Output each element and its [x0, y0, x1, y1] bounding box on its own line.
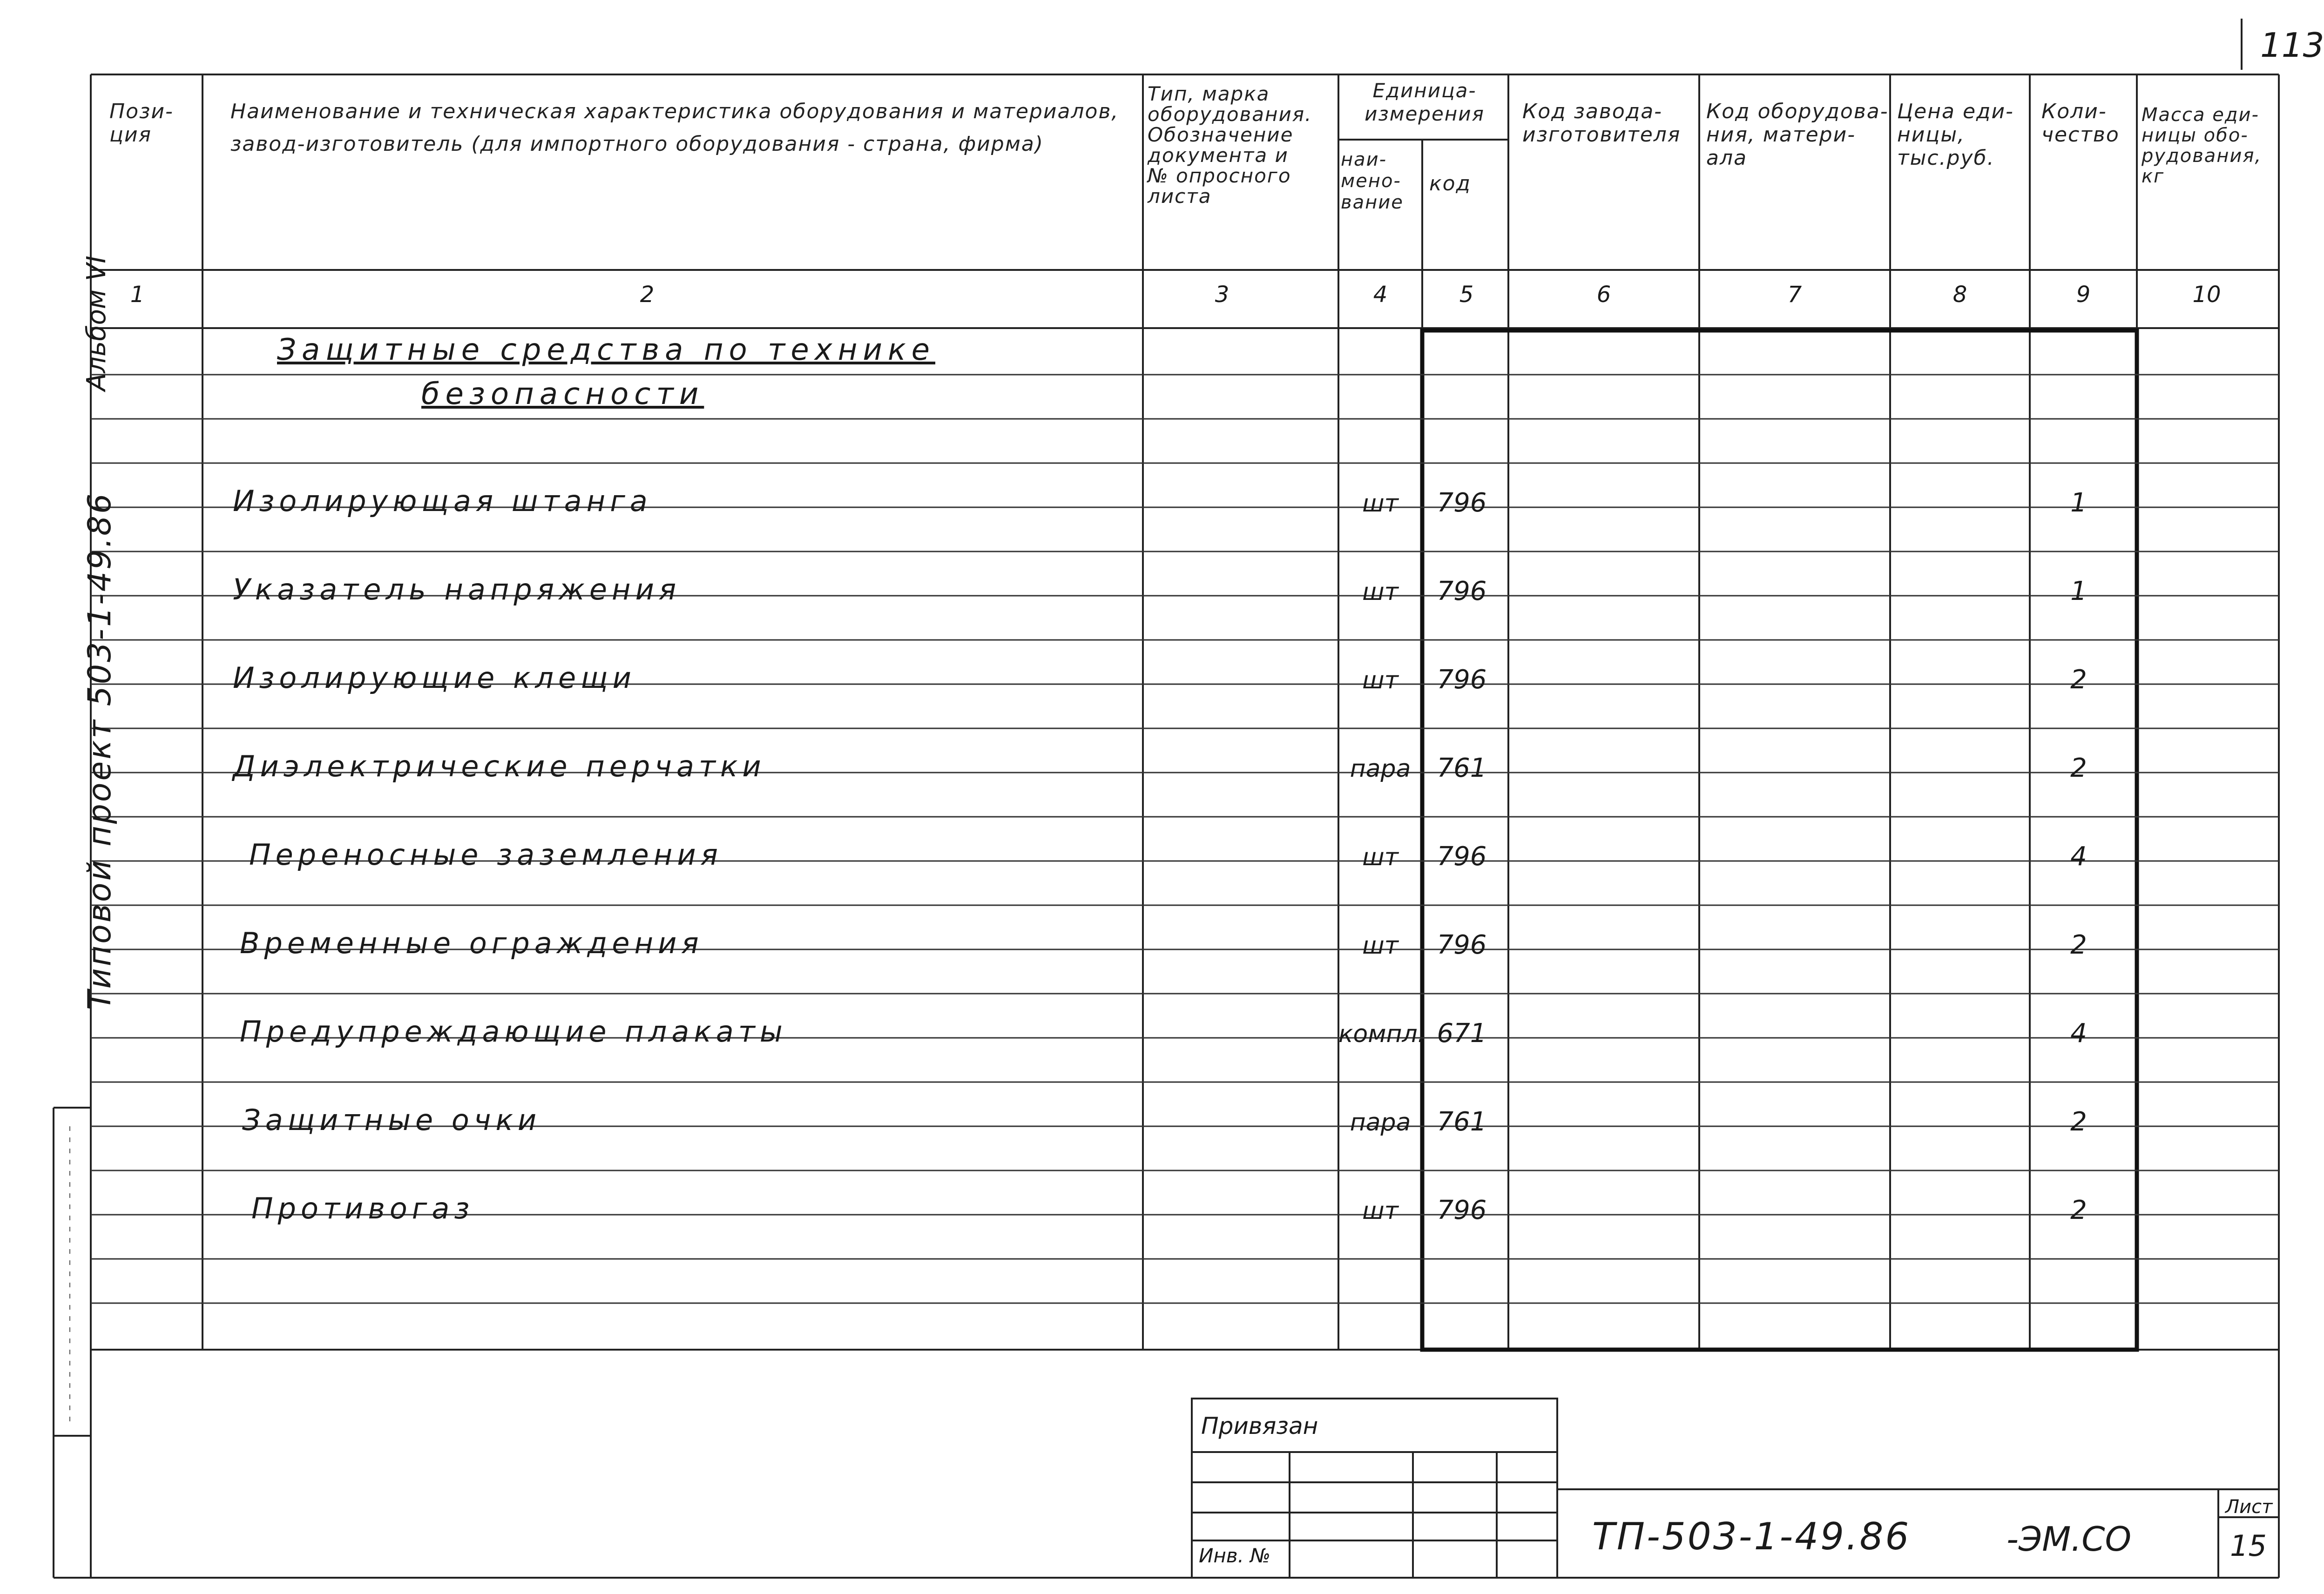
table-row — [0, 545, 2309, 614]
item-unit: компл. — [1338, 1020, 1425, 1048]
column-number: 7 — [1787, 282, 1802, 308]
item-quantity: 1 — [2070, 576, 2087, 606]
item-name: Изолирующие клещи — [233, 661, 636, 695]
column-number: 8 — [1952, 282, 1967, 308]
column-number: 5 — [1459, 282, 1474, 308]
item-unit-code: 796 — [1437, 1195, 1487, 1225]
table-row — [0, 810, 2309, 880]
item-quantity: 2 — [2070, 1195, 2087, 1225]
item-name: Диэлектрические перчатки — [233, 749, 766, 783]
header-unit-code: код — [1429, 172, 1471, 195]
header-position: Пози- ция — [109, 100, 174, 147]
inventory-number-label: Инв. № — [1199, 1544, 1271, 1567]
item-unit: шт — [1362, 843, 1398, 871]
item-unit-code: 761 — [1437, 1107, 1487, 1137]
album-label: Альбом VI — [81, 256, 112, 391]
project-label: Типовой проект 503-1-49.86 — [81, 491, 118, 1010]
item-unit: шт — [1362, 578, 1398, 606]
item-quantity: 2 — [2070, 665, 2087, 695]
item-unit: шт — [1362, 932, 1398, 960]
document-suffix: -ЭМ.СО — [2006, 1520, 2132, 1559]
header-name-line1: Наименование и техническая характеристика оборудования и материалов, — [230, 100, 1119, 123]
item-unit-code: 671 — [1437, 1018, 1487, 1049]
item-quantity: 1 — [2070, 488, 2087, 518]
header-type: Тип, марка оборудования. Обозначение документа и № опросного листа — [1148, 82, 1312, 208]
item-quantity: 2 — [2070, 753, 2087, 783]
sheet-number: 15 — [2230, 1529, 2267, 1563]
header-equipment-code: Код оборудова- ния, матери- ала — [1706, 100, 1889, 170]
table-row — [0, 987, 2309, 1056]
item-unit-code: 761 — [1437, 753, 1487, 783]
item-quantity: 2 — [2070, 1107, 2087, 1137]
item-unit: пара — [1350, 755, 1411, 783]
item-unit-code: 796 — [1437, 930, 1487, 960]
item-quantity: 2 — [2070, 930, 2087, 960]
column-number: 3 — [1215, 282, 1230, 308]
column-number: 6 — [1596, 282, 1611, 308]
table-row — [0, 1164, 2309, 1233]
item-unit-code: 796 — [1437, 488, 1487, 518]
item-unit-code: 796 — [1437, 841, 1487, 872]
item-unit: шт — [1362, 490, 1398, 518]
item-name: Предупреждающие плакаты — [240, 1015, 787, 1049]
table-row — [0, 898, 2309, 968]
item-name: Изолирующая штанга — [233, 484, 652, 518]
header-unit-group: Единица- измерения — [1365, 79, 1485, 125]
table-row — [0, 1075, 2309, 1145]
item-name: Временные ограждения — [240, 926, 703, 960]
table-row — [0, 633, 2309, 703]
bound-label: Привязан — [1201, 1412, 1318, 1439]
section-title-line1: Защитные средства по технике — [277, 333, 936, 367]
header-mass: Масса еди- ницы обо- рудования, кг — [2142, 104, 2262, 187]
sheet-label: Лист — [2225, 1496, 2273, 1518]
header-plant-code: Код завода- изготовителя — [1522, 100, 1681, 147]
header-unit-name: наи- мено- вание — [1341, 149, 1404, 213]
page-number: 113 — [2260, 26, 2324, 65]
table-row — [0, 721, 2309, 791]
table-row — [0, 456, 2309, 526]
section-title-line2: безопасности — [421, 377, 704, 411]
column-number: 9 — [2076, 282, 2091, 308]
item-name: Указатель напряжения — [233, 572, 681, 606]
item-unit-code: 796 — [1437, 665, 1487, 695]
item-unit: шт — [1362, 666, 1398, 694]
column-number: 1 — [130, 282, 145, 308]
column-number: 4 — [1373, 282, 1388, 308]
header-quantity: Коли- чество — [2041, 100, 2120, 147]
item-unit: шт — [1362, 1197, 1398, 1225]
item-name: Переносные заземления — [249, 838, 723, 872]
column-number: 10 — [2192, 282, 2221, 308]
item-name: Защитные очки — [242, 1103, 541, 1137]
item-name: Противогаз — [251, 1191, 474, 1225]
item-quantity: 4 — [2070, 841, 2087, 872]
item-unit-code: 796 — [1437, 576, 1487, 606]
column-number: 2 — [640, 282, 655, 308]
header-price: Цена еди- ницы, тыс.руб. — [1897, 100, 2014, 170]
item-quantity: 4 — [2070, 1018, 2087, 1049]
item-unit: пара — [1350, 1109, 1411, 1137]
document-code: ТП-503-1-49.86 — [1592, 1515, 1911, 1558]
header-name-line2: завод-изготовитель (для импортного оборудования - страна, фирма) — [230, 132, 1044, 156]
